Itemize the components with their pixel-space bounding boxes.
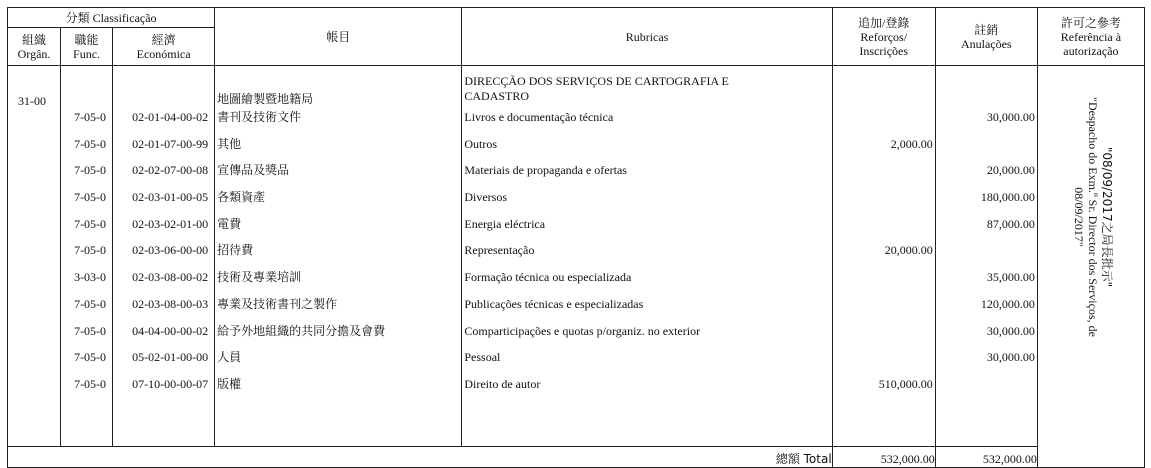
rubrica-name-pt: Energia eléctrica <box>464 216 546 231</box>
function-code: 7-05-0 <box>74 323 107 338</box>
cancellations-header <box>935 8 1037 66</box>
econ-header-zh: 經濟 <box>151 32 176 47</box>
reinforcements-header-zh: 追加/登錄 <box>858 15 910 30</box>
reinforcement-amount <box>833 270 935 297</box>
rubrica-name-pt: Comparticipações e quotas p/organiz. no exterior <box>464 323 701 338</box>
function-code: 7-05-0 <box>74 163 107 178</box>
economic-code: 07-10-00-00-07 <box>132 376 209 391</box>
account-name-zh: 人員 <box>217 350 242 365</box>
cancellation-amount: 30,000.00 <box>986 323 1035 338</box>
economic-code: 02-03-08-00-02 <box>132 270 209 285</box>
function-code: 7-05-0 <box>74 110 107 124</box>
function-code: 7-05-0 <box>74 296 107 311</box>
rubrica-name-pt: Publicações técnicas e especializadas <box>464 296 644 311</box>
cancellation-amount <box>936 377 1037 404</box>
reinforcements-header-pt2: Inscrições <box>859 43 909 58</box>
reinforcement-amount: 510,000.00 <box>878 376 933 391</box>
authorization-ref-zh: "08/09/2017之局長批示" <box>1099 146 1114 288</box>
total-label <box>8 447 833 468</box>
account-name-zh: 電費 <box>217 216 242 231</box>
econ-header <box>113 28 215 66</box>
account-name-zh: 給予外地組織的共同分擔及會費 <box>217 323 386 338</box>
econ-col <box>113 66 215 447</box>
account-name-zh: 書刊及技術文件 <box>217 110 302 124</box>
economic-code: 02-03-08-00-03 <box>132 296 209 311</box>
authorization-ref-pt2: 08/09/2017" <box>1071 187 1086 247</box>
reinforcement-amount <box>833 190 935 217</box>
authorization-reference <box>1072 82 1114 352</box>
header-row-top <box>8 8 1145 28</box>
reinforcement-amount: 2,000.00 <box>890 136 933 151</box>
cancellations-col <box>935 66 1037 447</box>
function-code: 3-03-0 <box>74 270 107 285</box>
cancellation-amount: 87,000.00 <box>986 216 1035 231</box>
economic-code: 04-04-00-00-02 <box>132 323 209 338</box>
cancellations-header-zh: 註銷 <box>974 22 999 37</box>
rubrica-name-pt: Diversos <box>464 190 508 205</box>
reinforcements-col <box>832 66 935 447</box>
econ-header-pt: Económica <box>136 46 191 61</box>
body-row <box>8 66 1145 447</box>
organ-name-pt-1: DIRECÇÃO DOS SERVIÇOS DE CARTOGRAFIA E <box>464 74 729 88</box>
authorization-header-pt1: Referência à <box>1060 29 1122 44</box>
organ-name-zh: 地圖繪製暨地籍局 <box>217 92 314 106</box>
account-name-zh: 宣傳品及獎品 <box>217 163 290 178</box>
rubrica-name-pt: Pessoal <box>464 350 501 365</box>
reinforcements-header-pt1: Reforços/ <box>860 29 908 44</box>
classification-header: 分類 Classificação <box>8 8 215 28</box>
rubrica-name-pt: Outros <box>464 136 498 151</box>
cancellation-amount <box>936 243 1037 270</box>
rubricas-header: Rubricas <box>462 8 832 66</box>
cancellation-amount: 120,000.00 <box>980 296 1035 311</box>
reinforcement-amount: 20,000.00 <box>884 243 933 258</box>
reinforcement-amount <box>833 324 935 351</box>
rubrica-name-pt: Materiais de propaganda e ofertas <box>464 163 627 178</box>
total-row <box>8 447 1145 468</box>
economic-code: 02-03-01-00-05 <box>132 190 209 205</box>
cancellation-amount: 30,000.00 <box>986 110 1035 124</box>
reinforcement-amount <box>833 350 935 377</box>
cancellation-amount: 20,000.00 <box>986 163 1035 178</box>
rubrica-name-pt: Livros e documentação técnica <box>464 110 614 124</box>
func-header <box>61 28 113 66</box>
function-code: 7-05-0 <box>74 350 107 365</box>
account-name-zh: 各類資產 <box>217 190 266 205</box>
cancellation-amount <box>936 137 1037 164</box>
func-col <box>61 66 113 447</box>
account-header: 帳目 <box>215 8 462 66</box>
cancellation-amount: 180,000.00 <box>980 190 1035 205</box>
economic-code: 02-03-06-00-00 <box>132 243 209 258</box>
reinforcements-header <box>832 8 935 66</box>
total-label-text: 總額 Total <box>775 452 832 466</box>
rubrica-name-pt: Representação <box>464 243 535 258</box>
organ-col <box>8 66 61 447</box>
economic-code: 05-02-01-00-00 <box>132 350 209 365</box>
function-code: 7-05-0 <box>74 376 107 391</box>
budget-table <box>7 7 1145 468</box>
total-cancellations: 532,000.00 <box>935 447 1037 468</box>
organ-code: 31-00 <box>18 94 46 108</box>
organ-header-pt: Orgân. <box>17 46 51 61</box>
authorization-header-zh: 許可之參考 <box>1060 15 1121 30</box>
func-header-pt: Func. <box>73 46 101 61</box>
function-code: 7-05-0 <box>74 136 107 151</box>
reinforcement-amount <box>833 297 935 324</box>
reinforcement-amount <box>833 110 935 137</box>
economic-code: 02-01-07-00-99 <box>132 136 209 151</box>
cancellations-header-pt: Anulações <box>960 36 1012 51</box>
account-name-zh: 專業及技術書刊之製作 <box>217 296 338 311</box>
total-reinforcements: 532,000.00 <box>832 447 935 468</box>
rubrica-name-pt: Direito de autor <box>464 376 541 391</box>
organ-header-zh: 組織 <box>22 32 47 47</box>
reinforcement-amount <box>833 217 935 244</box>
account-name-zh: 招待費 <box>217 243 254 258</box>
economic-code: 02-03-02-01-00 <box>132 216 209 231</box>
function-code: 7-05-0 <box>74 216 107 231</box>
economic-code: 02-02-07-00-08 <box>132 163 209 178</box>
economic-code: 02-01-04-00-02 <box>132 110 209 124</box>
authorization-header <box>1037 8 1144 66</box>
organ-name-pt-2: CADASTRO <box>464 89 530 103</box>
reinforcement-amount <box>833 163 935 190</box>
cancellation-amount: 35,000.00 <box>986 270 1035 285</box>
function-code: 7-05-0 <box>74 243 107 258</box>
organ-header <box>8 28 61 66</box>
rubrica-name-pt: Formação técnica ou especializada <box>464 270 632 285</box>
func-header-zh: 職能 <box>74 32 99 47</box>
authorization-ref-pt1: "Despacho do Exm.º Sr. Director dos Serviços, de <box>1085 97 1100 337</box>
cancellation-amount: 30,000.00 <box>986 350 1035 365</box>
account-name-zh: 其他 <box>217 136 242 151</box>
rubricas-col <box>462 66 832 447</box>
authorization-col <box>1037 66 1144 468</box>
account-name-zh: 技術及專業培訓 <box>217 270 302 285</box>
authorization-header-pt2: autorização <box>1063 43 1119 58</box>
account-col <box>215 66 462 447</box>
function-code: 7-05-0 <box>74 190 107 205</box>
account-name-zh: 版權 <box>217 376 242 391</box>
